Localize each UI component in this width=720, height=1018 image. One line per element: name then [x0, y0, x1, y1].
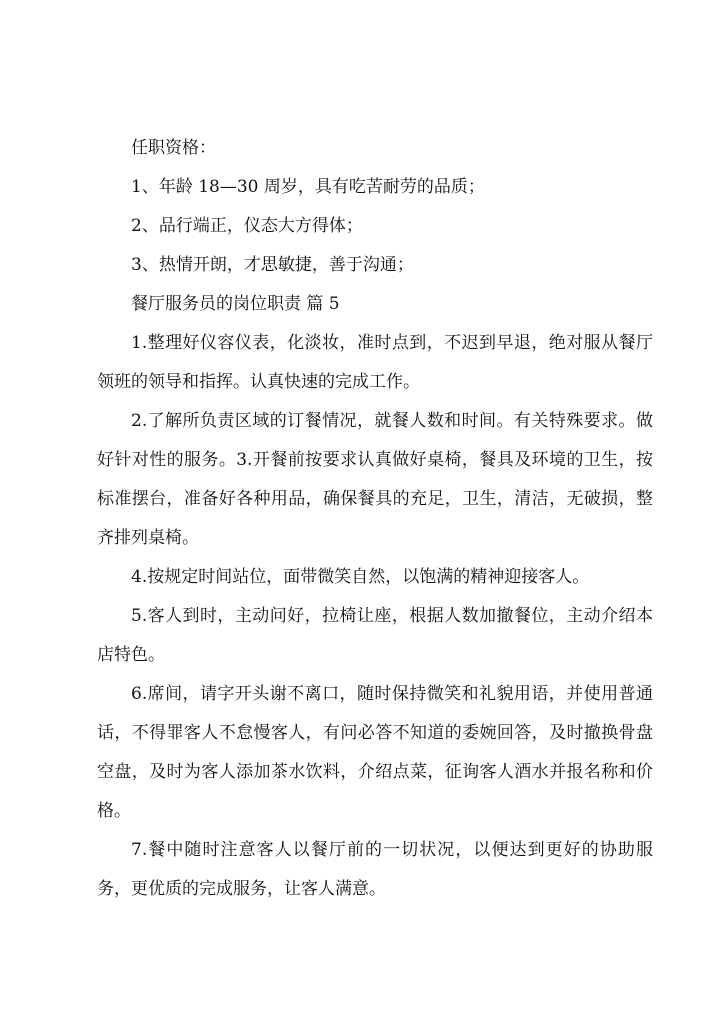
paragraph-qualification-2: 2、品行端正，仪态大方得体； [131, 216, 363, 236]
section-title: 餐厅服务员的岗位职责 篇 5 [131, 294, 340, 314]
document-body [97, 129, 653, 909]
paragraph-duty-7: 7.餐中随时注意客人以餐厅前的一切状况，以便达到更好的协助服务，更优质的完成服务，让客人满意。 [97, 840, 653, 899]
paragraph-qualifications-heading: 任职资格： [131, 138, 216, 158]
paragraph-qualification-1: 1、年龄 18—30 周岁，具有吃苦耐劳的品质； [131, 177, 485, 197]
paragraph-qualification-3: 3、热情开朗，才思敏捷，善于沟通； [131, 255, 414, 275]
paragraph-duty-2-3: 2.了解所负责区域的订餐情况，就餐人数和时间。有关特殊要求。做好针对性的服务。3.开餐前按要求认真做好桌椅，餐具及环境的卫生，按标准摆台，准备好各种用品，确保餐具的充足，卫生，清洁，无破损，整齐排列桌椅。 [97, 411, 653, 548]
paragraph-duty-4: 4.按规定时间站位，面带微笑自然，以饱满的精神迎接客人。 [131, 567, 590, 587]
paragraph-duty-5: 5.客人到时，主动问好，拉椅让座，根据人数加撤餐位，主动介绍本店特色。 [97, 606, 653, 665]
paragraph-duty-6: 6.席间，请字开头谢不离口，随时保持微笑和礼貌用语，并使用普通话，不得罪客人不怠慢客人，有问必答不知道的委婉回答，及时撤换骨盘空盘，及时为客人添加茶水饮料，介绍点菜，征询客人酒水并报名称和价格。 [97, 684, 653, 821]
paragraph-duty-1: 1.整理好仪容仪表，化淡妆，准时点到，不迟到早退，绝对服从餐厅领班的领导和指挥。认真快速的完成工作。 [97, 333, 653, 392]
